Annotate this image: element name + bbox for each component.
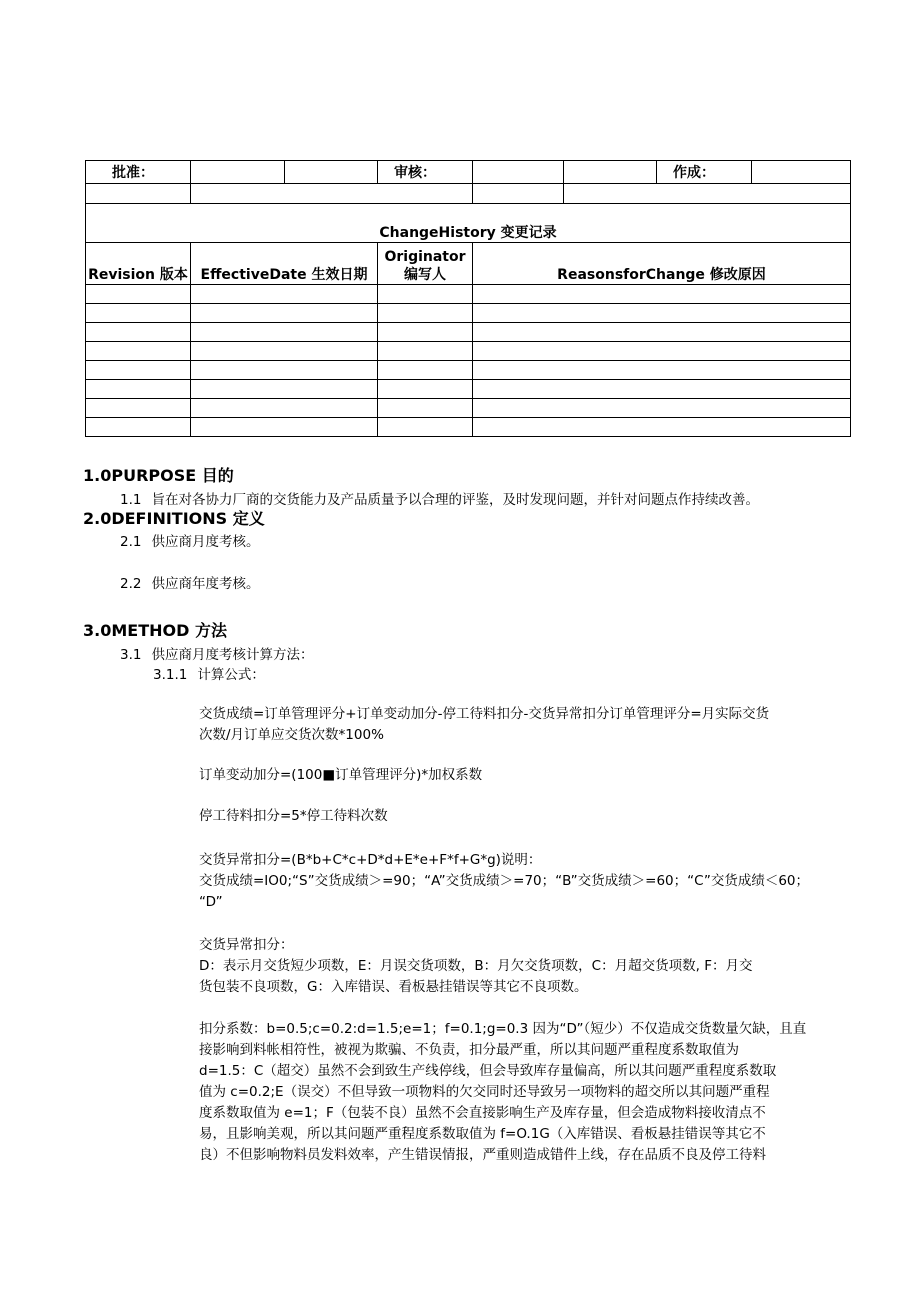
table-row (86, 323, 851, 342)
table-row (86, 361, 851, 380)
signature-value-row (86, 184, 851, 204)
column-originator: Originator 编写人 (378, 243, 473, 285)
section-heading-method: 3.0METHOD 方法 (83, 621, 227, 640)
create-cell[interactable] (752, 161, 851, 184)
approve-cell-2[interactable] (285, 161, 378, 184)
change-history-title-row (86, 204, 851, 243)
formula-delivery-score: 交货成绩=订单管理评分+订单变动加分-停工待料扣分-交货异常扣分订单管理评分=月实际交货 次数/月订单应交货次数*100% (199, 706, 770, 743)
formula-order-change-bonus: 订单变动加分=(100■订单管理评分)*加权系数 (199, 767, 483, 783)
formula-stoppage-deduction: 停工待料扣分=5*停工待料次数 (199, 808, 388, 824)
formula-abnormal-deduction: 交货异常扣分=(B*b+C*c+D*d+E*e+F*f+G*g)说明： 交货成绩=IO0;“S”交货成绩＞=90；“A”交货成绩＞=70；“B”交货成绩＞=60；“C”交货成绩＜60； “D” (199, 852, 809, 910)
definitions-item-2-1: 2.1 供应商月度考核。 (120, 534, 260, 550)
definitions-item-2-2: 2.2 供应商年度考核。 (120, 576, 260, 592)
change-history-column-headers (86, 243, 851, 285)
review-label: 审核： (378, 161, 473, 184)
column-effective-date: EffectiveDate 生效日期 (191, 243, 378, 285)
column-reasons: ReasonsforChange 修改原因 (473, 243, 851, 285)
approve-cell-1[interactable] (191, 161, 285, 184)
table-row (86, 380, 851, 399)
section-heading-purpose: 1.0PURPOSE 目的 (83, 466, 234, 485)
review-cell-1[interactable] (473, 161, 564, 184)
column-revision: Revision 版本 (86, 243, 191, 285)
deduction-coefficient-explanation: 扣分系数：b=0.5;c=0.2:d=1.5;e=1；f=0.1;g=0.3 因为“D”（短少）不仅造成交货数量欠缺，且直 接影响到料帐相符性，被视为欺骗、不负责，扣分最严重，所以其问题严重程度系数取值为 d=1.5：C（超交）虽然不会到致生产线停线，但会导致库存量偏高，所以其问题严重程度系数取 值为 c=0.2;E（误交）不但导致一项物料的欠交同时还导致另一项物料的超交所以其问题严重程 度系数取值为 e=1；F（包装不良）虽然不会直接影响生产及库存量，但会造成物料接收清点不 易，且影响美观，所以其问题严重程度系数取值为 f=O.1G（入库错误、看板悬挂错误等其它不 良）不但影响物料员发料效率，产生错误情报，严重则造成错件上线，存在品质不良及停工待料 (199, 1021, 807, 1163)
change-history-title: ChangeHistory 变更记录 (86, 204, 851, 243)
abnormal-deduction-explanation: 交货异常扣分： D：表示月交货短少项数，E：月误交货项数，B：月欠交货项数，C：月超交货项数, F：月交 货包装不良项数，G：入库错误、看板悬挂错误等其它不良项数。 (199, 937, 753, 995)
create-label: 作成： (657, 161, 752, 184)
table-row (86, 304, 851, 323)
section-heading-definitions: 2.0DEFINITIONS 定义 (83, 509, 265, 528)
signature-row (86, 161, 851, 184)
table-row (86, 342, 851, 361)
review-cell-2[interactable] (564, 161, 657, 184)
method-item-3-1-1: 3.1.1 计算公式： (153, 667, 265, 683)
approve-label: 批准： (86, 161, 191, 184)
method-item-3-1: 3.1 供应商月度考核计算方法： (120, 647, 314, 663)
purpose-item-1-1: 1.1 旨在对各协力厂商的交货能力及产品质量予以合理的评鉴，及时发现问题，并针对问题点作持续改善。 (120, 492, 759, 508)
table-row (86, 418, 851, 437)
table-row (86, 285, 851, 304)
table-row (86, 399, 851, 418)
document-header-table (85, 160, 851, 437)
